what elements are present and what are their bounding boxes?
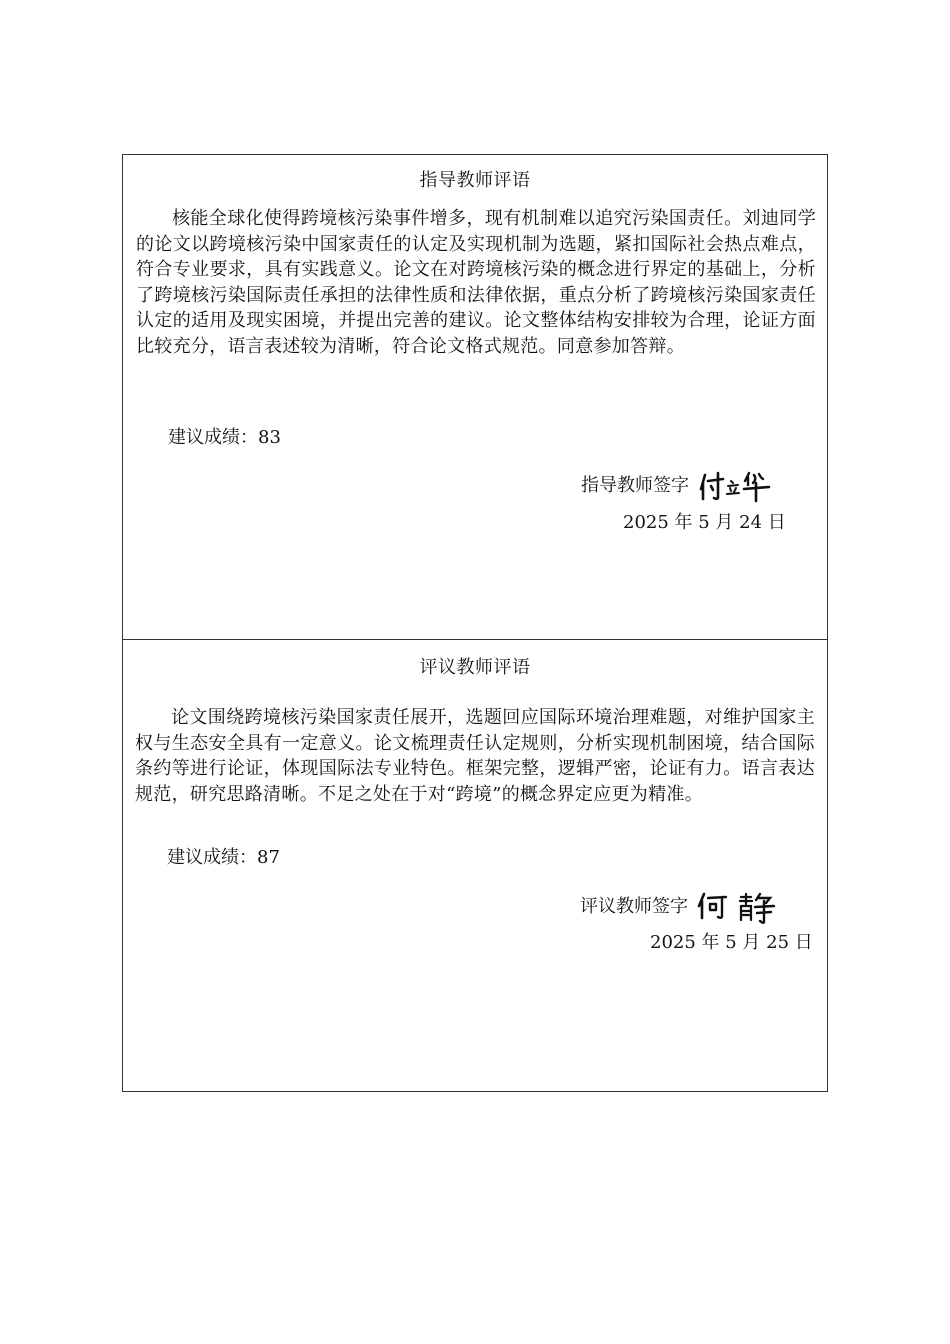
advisor-sign-label: 指导教师签字 <box>581 475 689 496</box>
advisor-comment-text: 核能全球化使得跨境核污染事件增多，现有机制难以追究污染国责任。刘迪同学的论文以跨境核污染中国家责任的认定及实现机制为选题，紧扣国际社会热点难点，符合专业要求，具有实践意义。论文在对跨境核污染的概念进行界定的基础上，分析了跨境核污染国际责任承担的法律性质和法律依据，重点分析了跨境核污染国家责任认定的适用及现实困境，并提出完善的建议。论文整体结构安排较为合理，论证方面比较充分，语言表述较为清晰，符合论文格式规范。同意参加答辩。 <box>136 208 816 357</box>
evaluation-form-table <box>122 154 828 1092</box>
advisor-comment-section <box>123 155 827 640</box>
advisor-sign-date: 2025 年 5 月 24 日 <box>623 512 786 533</box>
reviewer-section-title: 评议教师评语 <box>419 657 531 678</box>
advisor-suggested-grade: 建议成绩：83 <box>168 427 281 448</box>
reviewer-sign-date: 2025 年 5 月 25 日 <box>650 932 813 953</box>
reviewer-comment-text: 论文围绕跨境核污染国家责任展开，选题回应国际环境治理难题，对维护国家主权与生态安全具有一定意义。论文梳理责任认定规则，分析实现机制困境，结合国际条约等进行论证，体现国际法专业特色。框架完整，逻辑严密，论证有力。语言表达规范，研究思路清晰。不足之处在于对“跨境”的概念界定应更为精准。 <box>135 707 815 805</box>
advisor-handwritten-signature <box>697 469 777 503</box>
reviewer-comment-section <box>123 640 827 1091</box>
reviewer-sign-label: 评议教师签字 <box>580 896 688 917</box>
advisor-section-title: 指导教师评语 <box>419 170 531 191</box>
advisor-signature-line <box>581 469 777 503</box>
reviewer-suggested-grade: 建议成绩：87 <box>167 847 280 868</box>
